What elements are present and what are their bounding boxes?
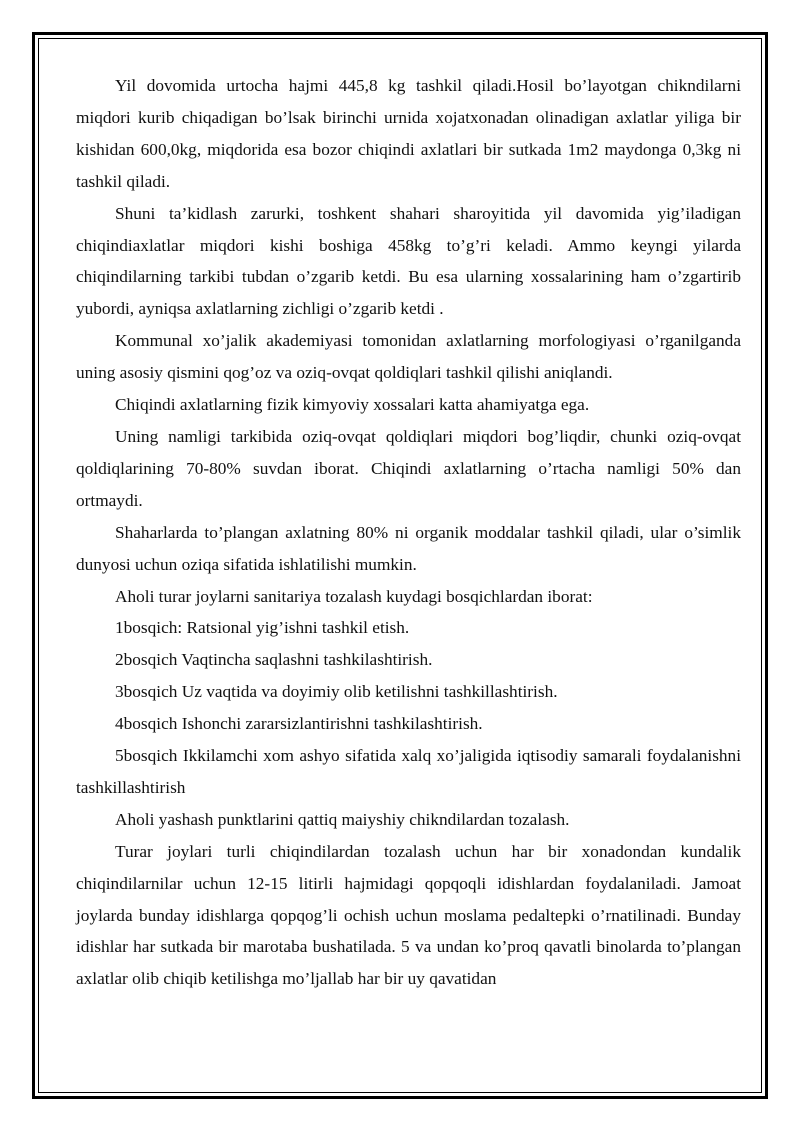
paragraph-6: Shaharlarda to’plangan axlatning 80% ni organik moddalar tashkil qiladi, ular o’simlik dunyosi uchun oziqa sifatida ishlatilishi mumkin. — [76, 522, 741, 574]
paragraph-1: Yil dovomida urtocha hajmi 445,8 kg tashkil qiladi.Hosil bo’layotgan chikndilarni miqdori kurib chiqadigan bo’lsak birinchi urnida xojatxonadan olinadigan axlatlar yiliga bir kishidan 600,0kg, miqdorida esa bozor chiqindi axlatlari bir sutkada 1m2 maydonga 0,3kg ni tashkil qiladi. — [76, 76, 741, 191]
stage-1: 1bosqich: Ratsional yig’ishni tashkil etish. — [115, 618, 410, 638]
stage-2: 2bosqich Vaqtincha saqlashni tashkilashtirish. — [115, 650, 433, 670]
paragraph-13: Aholi yashash punktlarini qattiq maiyshiy chikndilardan tozalash. — [115, 809, 570, 829]
document-body — [76, 70, 741, 995]
stage-5: 5bosqich Ikkilamchi xom ashyo sifatida xalq xo’jaligida iqtisodiy samarali foydalanishni tashkillashtirish — [76, 746, 741, 797]
paragraph-2: Shuni ta’kidlash zarurki, toshkent shahari sharoyitida yil davomida yig’iladigan chiqindiaxlatlar miqdori kishi boshiga 458kg to’g’ri keladi. Ammo keyngi yilarda chiqindilarning tarkibi tubdan o’zgarib ketdi. Bu esa ularning xossalarining ham o’zgartirib yubordi, ayniqsa axlatlarning zichligi o’zgarib ketdi . — [76, 203, 741, 319]
stage-3: 3bosqich Uz vaqtida va doyimiy olib ketilishni tashkillashtirish. — [115, 682, 558, 702]
paragraph-7: Aholi turar joylarni sanitariya tozalash kuydagi bosqichlardan iborat: — [115, 586, 593, 606]
paragraph-3: Kommunal xo’jalik akademiyasi tomonidan axlatlarning morfologiyasi o’rganilganda uning asosiy qismini qog’oz va oziq-ovqat qoldiqlari tashkil qilishi aniqlandi. — [76, 331, 741, 383]
stage-4: 4bosqich Ishonchi zararsizlantirishni tashkilashtirish. — [115, 714, 483, 734]
paragraph-14: Turar joylari turli chiqindilardan tozalash uchun har bir xonadondan kundalik chiqindilarnilar uchun 12-15 litirli hajmidagi qopqoqli idishlardan foydalaniladi. Jamoat joylarda bunday idishlarga qopqog’li ochish uchun moslama pedaltepki o’rnatilinadi. Bunday idishlar har sutkada bir marotaba bushatilada. 5 va undan ko’proq qavatli binolarda to’plangan axlatlar olib chiqib ketilishga mo’ljallab har bir uy qavatidan — [76, 841, 741, 989]
paragraph-5: Uning namligi tarkibida oziq-ovqat qoldiqlari miqdori bog’liqdir, chunki oziq-ovqat qoldiqlarining 70-80% suvdan iborat. Chiqindi axlatlarning o’rtacha namligi 50% dan ortmaydi. — [76, 426, 741, 510]
paragraph-4: Chiqindi axlatlarning fizik kimyoviy xossalari katta ahamiyatga ega. — [115, 395, 590, 415]
